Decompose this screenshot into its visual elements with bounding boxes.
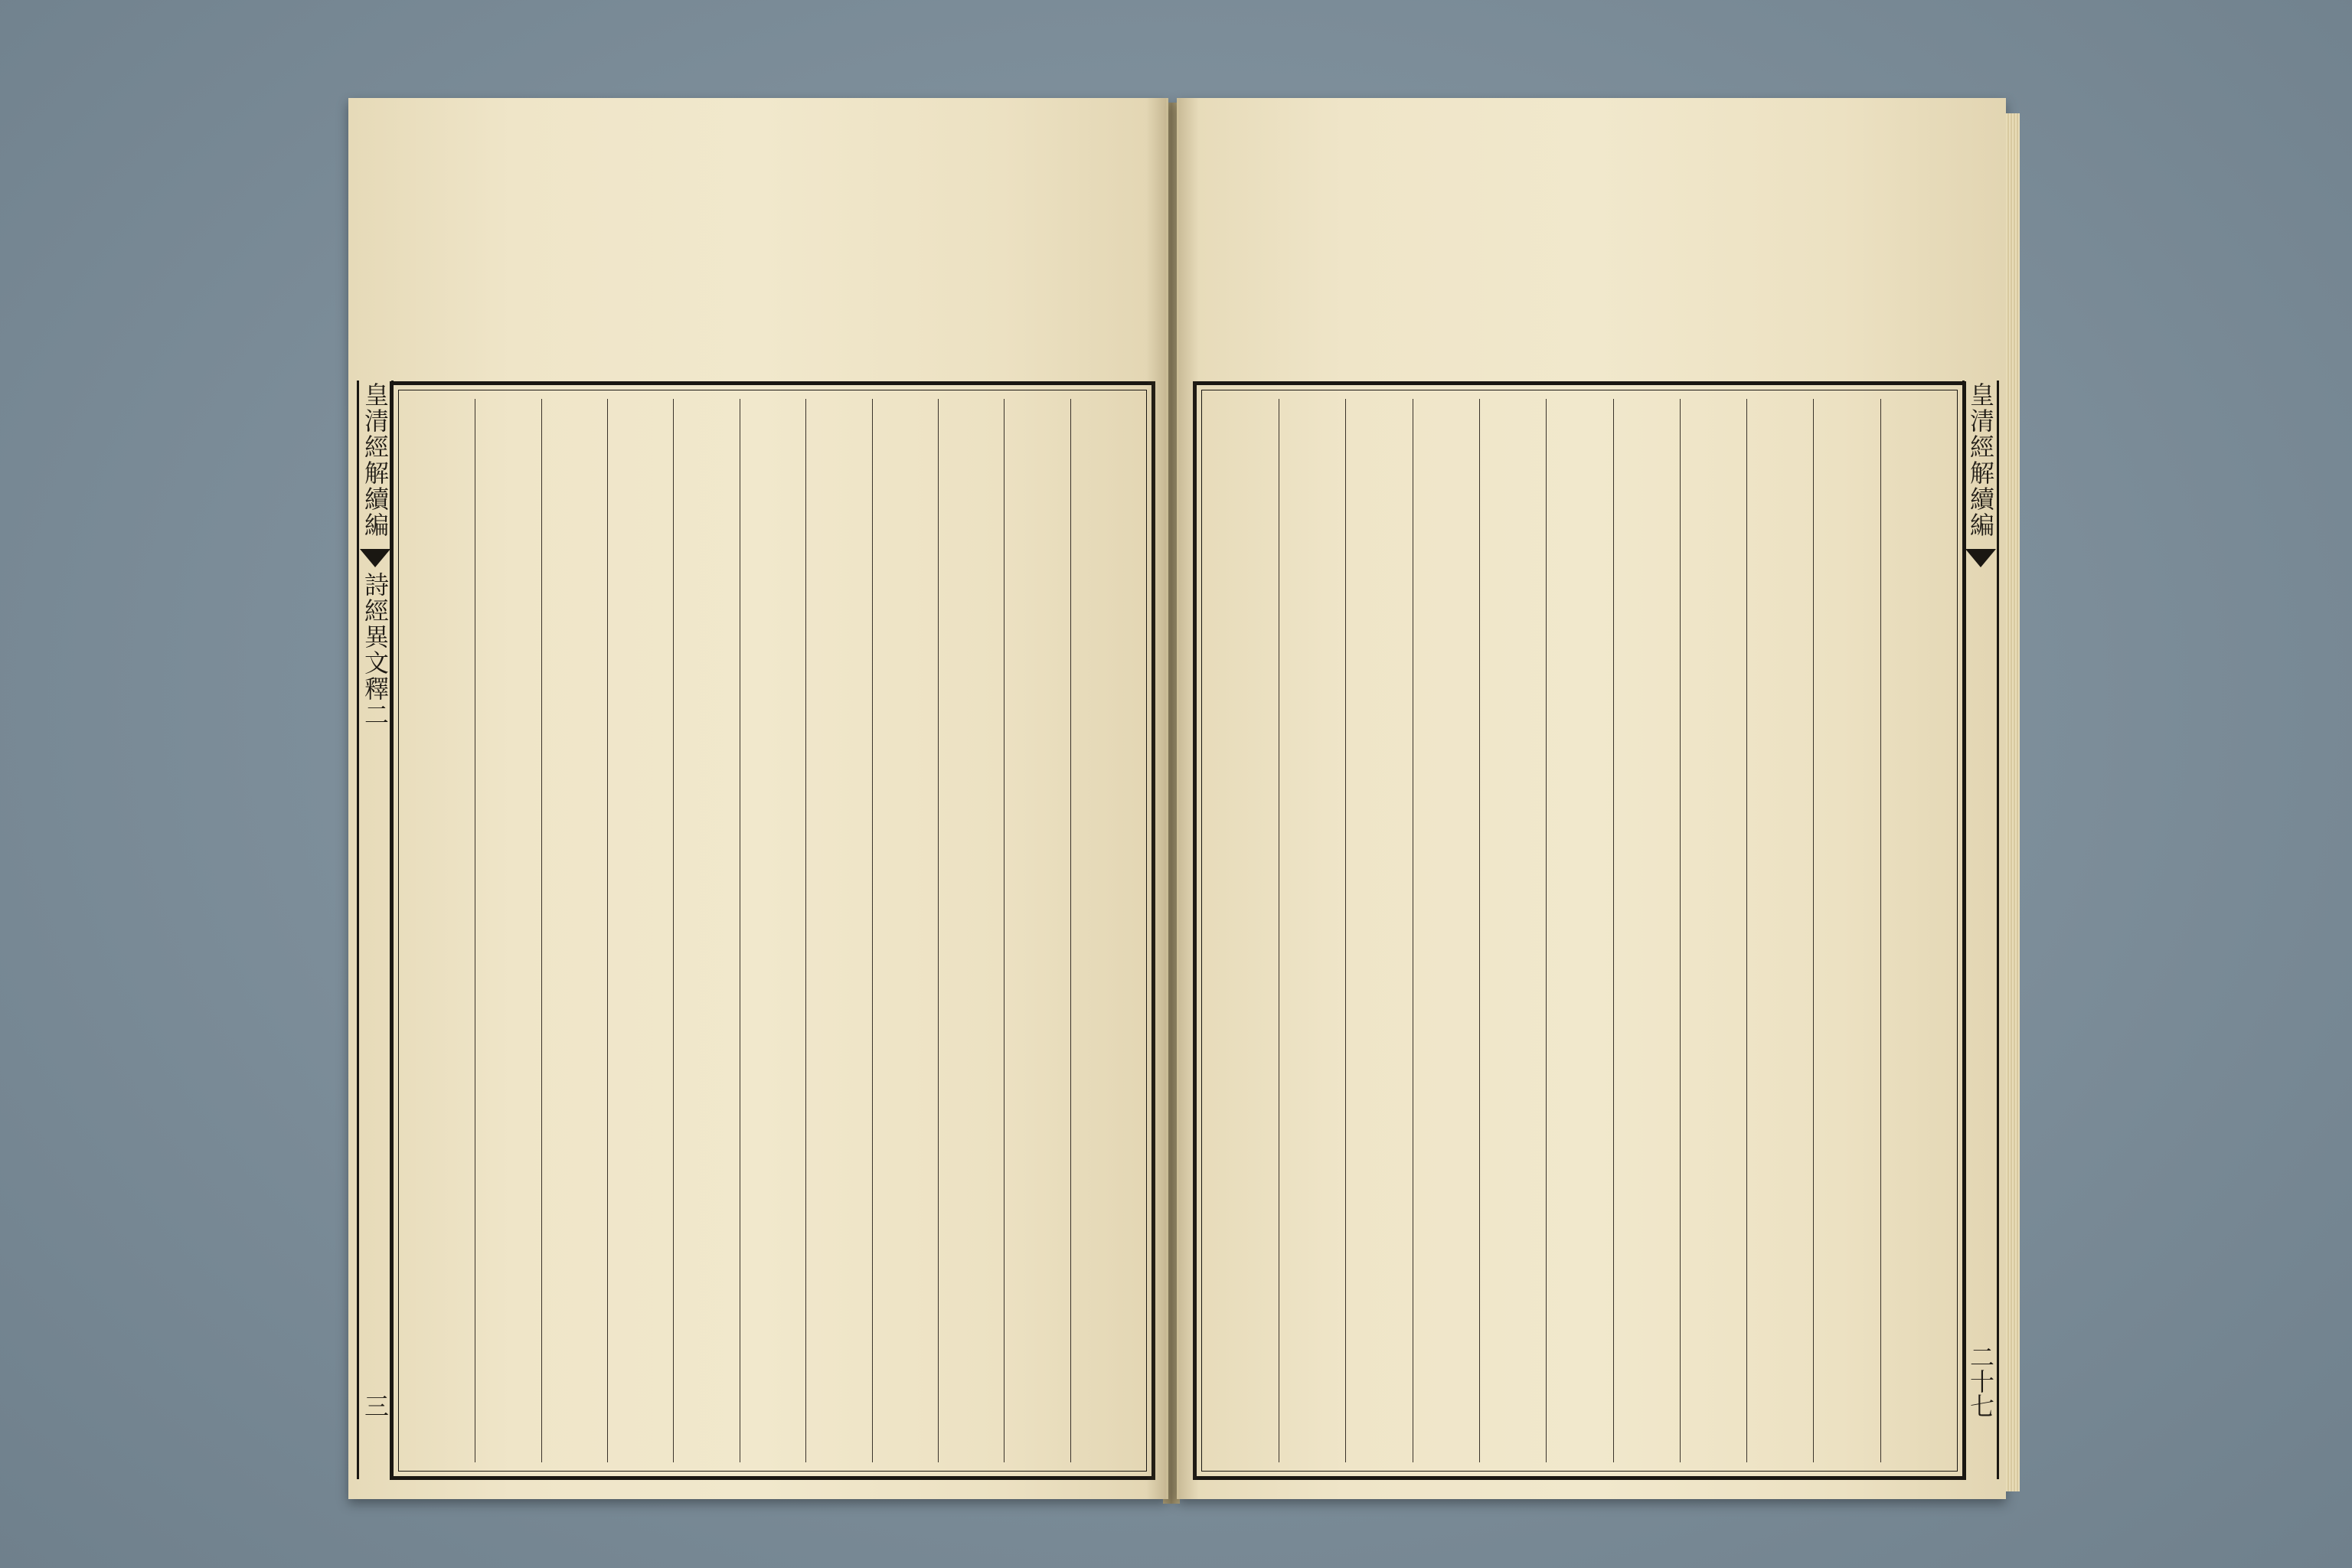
left-page-columns (409, 399, 1136, 1462)
text-column (673, 399, 739, 1462)
right-page-columns (1212, 399, 1947, 1462)
right-page-folio: 二十七 (1966, 1344, 1995, 1418)
left-page-text-frame (361, 381, 1155, 1480)
text-column (872, 399, 938, 1462)
right-page-spine (1962, 381, 1999, 1479)
text-column (1746, 399, 1813, 1462)
text-column (475, 399, 541, 1462)
text-column (805, 399, 871, 1462)
right-page (1177, 98, 2006, 1499)
text-column (1880, 399, 1947, 1462)
page-edges (2006, 113, 2020, 1491)
text-column (1070, 399, 1136, 1462)
text-column (740, 399, 805, 1462)
right-spine-title: 皇清經解續編 (1966, 382, 1995, 538)
text-column (1613, 399, 1680, 1462)
text-column (1279, 399, 1345, 1462)
left-spine-title: 皇清經解續編 (361, 382, 390, 538)
text-column (1345, 399, 1412, 1462)
left-page-folio: 三 (361, 1393, 390, 1418)
text-column (1212, 399, 1279, 1462)
text-column (1546, 399, 1612, 1462)
text-column (1813, 399, 1880, 1462)
left-page-spine (357, 381, 394, 1479)
text-column (1680, 399, 1746, 1462)
left-page (348, 98, 1168, 1499)
left-spine-section: 詩經異文釋二 (361, 572, 390, 728)
fish-tail-mark-icon (1965, 549, 1996, 567)
right-page-text-frame (1193, 381, 1995, 1480)
text-column (409, 399, 475, 1462)
text-column (607, 399, 673, 1462)
open-book (348, 98, 2033, 1507)
text-column (541, 399, 607, 1462)
text-column (1004, 399, 1070, 1462)
text-column (1479, 399, 1546, 1462)
text-column (1413, 399, 1479, 1462)
fish-tail-mark-icon (360, 549, 390, 567)
text-column (938, 399, 1004, 1462)
